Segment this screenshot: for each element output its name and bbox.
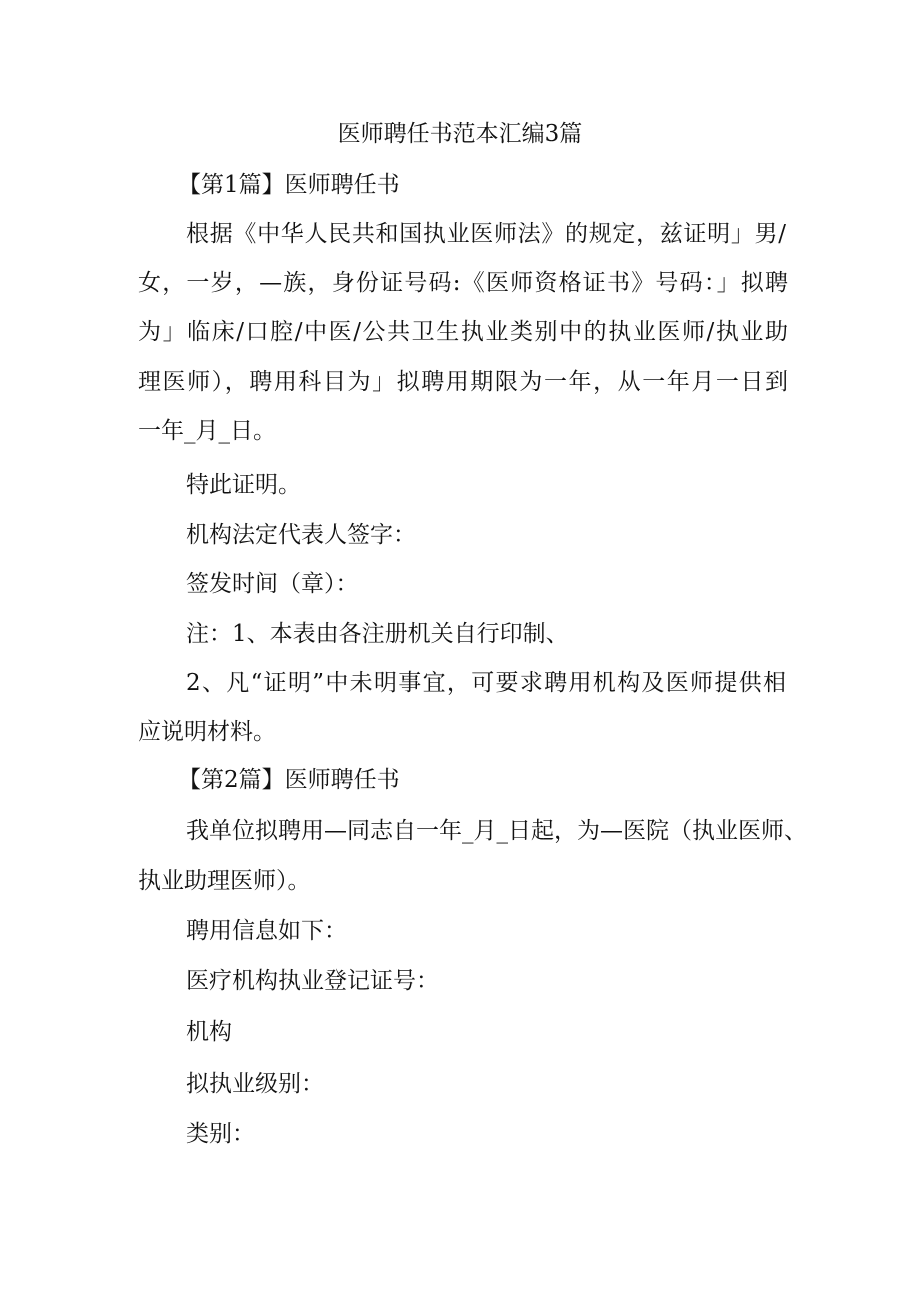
section-1-paragraph-line-2: 女，一岁，—族，身份证号码:《医师资格证书》号码：」拟聘 — [138, 270, 788, 296]
section-1-paragraph-line-5: 一年_月_日。 — [138, 418, 276, 444]
issue-date-label: 签发时间（章）： — [186, 571, 359, 597]
category-label: 类别： — [186, 1121, 255, 1147]
note-1: 注：1、本表由各注册机关自行印制、 — [186, 621, 569, 647]
section-1-paragraph-line-4: 理医师），聘用科目为」拟聘用期限为一年，从一年月一日到 — [138, 369, 788, 395]
employment-info-heading: 聘用信息如下： — [186, 918, 347, 944]
document-title: 医师聘任书范本汇编3篇 — [337, 121, 583, 147]
institution-label: 机构 — [186, 1019, 232, 1045]
section-1-paragraph-line-1: 根据《中华人民共和国执业医师法》的规定，兹证明」男/ — [186, 221, 786, 247]
section-1-heading: 【第1篇】医师聘任书 — [178, 172, 400, 198]
section-1-paragraph-line-3: 为」临床/口腔/中医/公共卫生执业类别中的执业医师/执业助 — [138, 319, 788, 345]
section-2-heading: 【第2篇】医师聘任书 — [178, 767, 400, 793]
section-2-paragraph-line-1: 我单位拟聘用—同志自一年_月_日起，为—医院（执业医师、 — [186, 818, 807, 844]
note-2-line-1: 2、凡“证明”中未明事宜，可要求聘用机构及医师提供相 — [186, 670, 786, 696]
practice-level-label: 拟执业级别： — [186, 1071, 324, 1097]
certification-text: 特此证明。 — [186, 472, 301, 498]
registration-number-label: 医疗机构执业登记证号： — [186, 968, 439, 994]
note-2-line-2: 应说明材料。 — [138, 719, 276, 745]
legal-representative-signature-label: 机构法定代表人签字： — [186, 522, 416, 548]
section-2-paragraph-line-2: 执业助理医师）。 — [138, 868, 311, 894]
